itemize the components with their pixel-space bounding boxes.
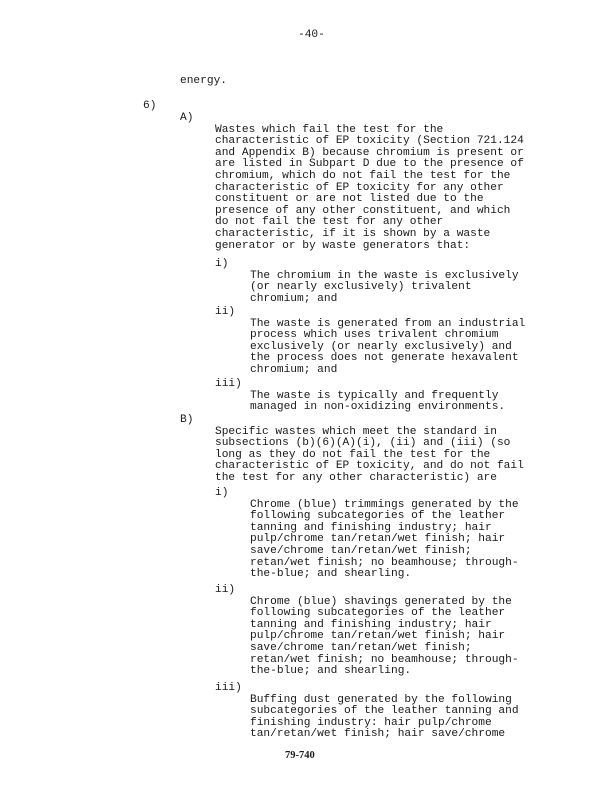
page-number: -40- (298, 29, 325, 41)
text-line: Chrome (blue) shavings generated by the (250, 595, 512, 608)
text-line: presence of any other constituent, and which (215, 204, 511, 217)
item-a-i-label: i) (215, 258, 229, 270)
text-line: save/chrome tan/retan/wet finish; (250, 544, 472, 557)
text-line: do not fail the test for any other (215, 216, 444, 229)
text-line: pulp/chrome tan/retan/wet finish; hair (250, 533, 506, 546)
text-line: retan/wet finish; no beamhouse; through- (250, 556, 519, 569)
text-line: the-blue; and shearling. (250, 568, 412, 581)
text-line: the-blue; and shearling. (250, 665, 412, 678)
text-line: characteristic of EP toxicity (Section 721.124 (215, 135, 524, 148)
item-b-i-label: i) (215, 487, 229, 499)
text-line: process which uses trivalent chromium (250, 329, 499, 342)
text-line: The chromium in the waste is exclusively (250, 269, 519, 282)
item-b-i-text (250, 488, 519, 592)
text-line: following subcategories of the leather (250, 607, 506, 620)
text-line: constituent or are not listed due to the (215, 193, 484, 206)
subsection-b-text (215, 415, 524, 496)
text-line: Buffing dust generated by the following (250, 693, 512, 706)
text-line: exclusively (or nearly exclusively) and (250, 340, 512, 353)
continuation-text: energy. (180, 75, 227, 87)
text-line: finishing industry: hair pulp/chrome (250, 716, 492, 729)
text-line: chromium, which do not fail the test for the (215, 169, 511, 182)
subsection-b-label: B) (180, 414, 194, 426)
text-line: characteristic, if it is shown by a waste (215, 227, 491, 240)
item-b-iii-text (250, 683, 519, 753)
text-line: subsections (b)(6)(A)(i), (ii) and (iii) (so (215, 437, 511, 450)
text-line: The waste is typically and frequently (250, 389, 499, 402)
page-footer-number: 79-740 (285, 750, 315, 761)
text-line: pulp/chrome tan/retan/wet finish; hair (250, 630, 506, 643)
text-line: are listed in Subpart D due to the presence of (215, 158, 524, 171)
text-line: generator or by waste generators that: (215, 239, 471, 252)
item-a-ii-label: ii) (215, 306, 236, 318)
item-b-ii-text (250, 585, 519, 689)
text-line: characteristic of EP toxicity for any other (215, 181, 504, 194)
text-line: Wastes which fail the test for the (215, 123, 444, 136)
text-line: the test for any other characteristic) are (215, 471, 497, 484)
item-b-iii-label: iii) (215, 682, 242, 694)
text-line: and Appendix B) because chromium is present or (215, 146, 524, 159)
text-line: subcategories of the leather tanning and (250, 705, 519, 718)
text-line: save/chrome tan/retan/wet finish; (250, 641, 472, 654)
text-line: tanning and finishing industry; hair (250, 618, 492, 631)
text-line: retan/wet finish; no beamhouse; through- (250, 653, 519, 666)
text-line: characteristic of EP toxicity, and do not fail (215, 460, 524, 473)
subsection-a-text (215, 113, 524, 264)
item-a-ii-text (250, 307, 525, 388)
item-b-ii-label: ii) (215, 584, 236, 596)
text-line: (or nearly exclusively) trivalent (250, 281, 472, 294)
text-line: chromium; and (250, 292, 338, 305)
text-line: The waste is generated from an industrial (250, 317, 526, 330)
text-line: chromium; and (250, 363, 338, 376)
text-line: long as they do not fail the test for the (215, 448, 491, 461)
item-a-iii-label: iii) (215, 378, 242, 390)
text-line: Chrome (blue) trimmings generated by the (250, 498, 519, 511)
subsection-a-label: A) (180, 112, 194, 124)
text-line: tan/retan/wet finish; hair save/chrome (250, 728, 506, 741)
text-line: following subcategories of the leather (250, 510, 506, 523)
item-6-label: 6) (143, 100, 157, 112)
text-line: the process does not generate hexavalent (250, 352, 519, 365)
text-line: Specific wastes which meet the standard in (215, 425, 497, 438)
text-line: managed in non-oxidizing environments. (250, 401, 506, 414)
text-line: tanning and finishing industry; hair (250, 521, 492, 534)
